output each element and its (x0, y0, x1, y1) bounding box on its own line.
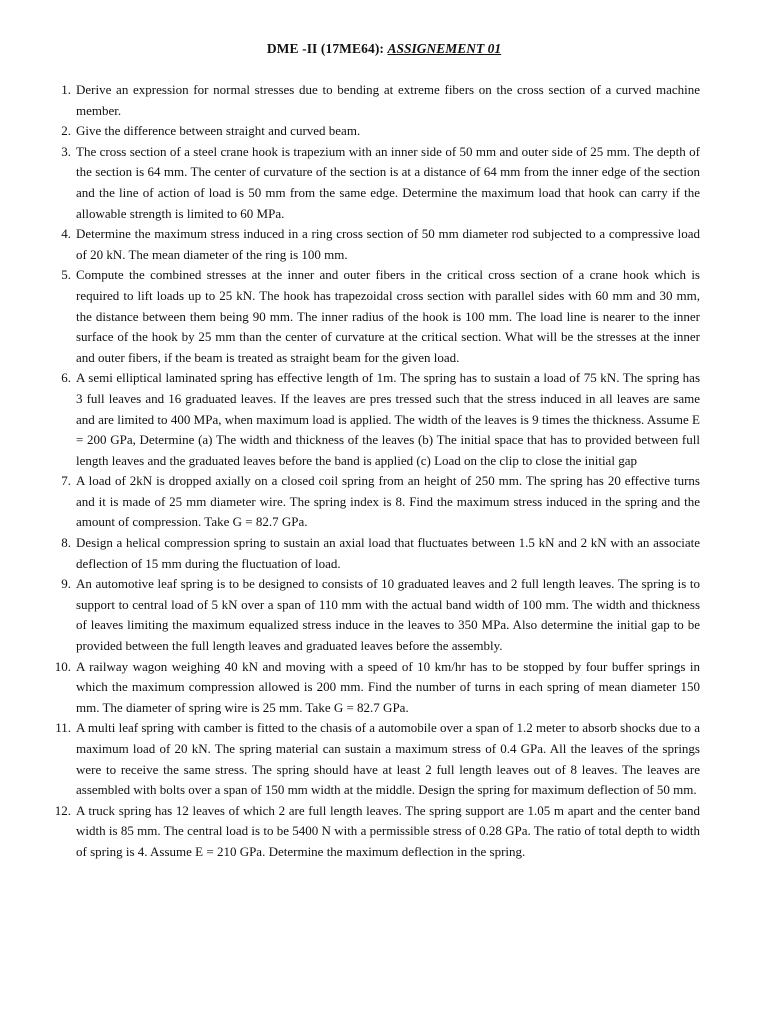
question-text: An automotive leaf spring is to be designed to consists of 10 graduated leaves and 2 full length leaves. The spring is to support to central load of 5 kN over a span of 110 mm with the actual band width of 100 mm. The width and thickness of leaves limiting the maximum equalized stress induce in the leaves to 350 MPa. Also determine the initial gap to be provided between the full length leaves and graduated leaves before the assembly. (76, 576, 700, 654)
question-list (54, 80, 700, 863)
question-text: Compute the combined stresses at the inner and outer fibers in the critical cross section of a crane hook which is required to lift loads up to 25 kN. The hook has trapezoidal cross section with parallel sides with 60 mm and 30 mm, the distance between them being 90 mm. The inner radius of the hook is 100 mm. The load line is nearer to the inner surface of the hook by 25 mm than the center of curvature at the critical section. What will be the stresses at the inner and outer fibers, if the beam is treated as straight beam for the given load. (76, 267, 700, 365)
question-number: 2. (61, 123, 71, 139)
question-number: 3. (61, 143, 71, 159)
question-text: Derive an expression for normal stresses due to bending at extreme fibers on the cross section of a curved machine member. (76, 82, 700, 118)
question-item (61, 368, 700, 471)
question-item (61, 533, 700, 574)
question-item (61, 121, 700, 142)
question-number: 10. (54, 658, 71, 674)
question-number: 6. (61, 370, 71, 386)
title-assignment: ASSIGNEMENT 01 (387, 41, 502, 56)
question-item (54, 801, 700, 863)
question-text: A multi leaf spring with camber is fitted to the chasis of a automobile over a span of 1.2 meter to absorb shocks due to a maximum load of 20 kN. The spring material can sustain a maximum stress of 0.4 GPa. All the leaves of the springs were to receive the same stress. The spring should have at least 2 full length leaves out of 8 leaves. The leaves are assembled with bolts over a span of 150 mm width at the middle. Design the spring for maximum deflection of 50 mm. (76, 720, 700, 798)
question-number: 4. (61, 226, 71, 242)
document-title (0, 40, 768, 58)
question-text: Determine the maximum stress induced in a ring cross section of 50 mm diameter rod subjected to a compressive load of 20 kN. The mean diameter of the ring is 100 mm. (76, 226, 700, 262)
question-item (54, 657, 700, 719)
title-course-code: DME -II (17ME64): (266, 41, 388, 56)
question-number: 1. (61, 82, 71, 97)
question-item (61, 142, 700, 224)
question-item (61, 224, 700, 265)
question-number: 5. (61, 267, 71, 283)
question-text: A semi elliptical laminated spring has effective length of 1m. The spring has to sustain a load of 75 kN. The spring has 3 full leaves and 16 graduated leaves. If the leaves are pres tressed such that the stress induced in all leaves are same and are limited to 400 MPa, when maximum load is applied. The width of the leaves is 9 times the thickness. Assume E = 200 GPa, Determine (a) The width and thickness of the leaves (b) The initial space that has to provided between full length leaves and the graduated leaves before the band is applied (c) Load on the clip to close the initial gap (76, 370, 700, 468)
question-number: 12. (54, 802, 71, 818)
question-item (61, 574, 700, 656)
question-text: A railway wagon weighing 40 kN and moving with a speed of 10 km/hr has to be stopped by four buffer springs in which the maximum compression allowed is 200 mm. Find the number of turns in each spring of mean diameter 150 mm. The diameter of spring wire is 25 mm. Take G = 82.7 GPa. (76, 658, 700, 715)
question-text: Design a helical compression spring to sustain an axial load that fluctuates between 1.5 kN and 2 kN with an associate deflection of 15 mm during the fluctuation of load. (76, 535, 700, 571)
question-text: The cross section of a steel crane hook is trapezium with an inner side of 50 mm and outer side of 25 mm. The depth of the section is 64 mm. The center of curvature of the section is at a distance of 64 mm from the inner edge of the section and the line of action of load is 50 mm from the same edge. Determine the maximum load that hook can carry if the allowable strength is limited to 60 MPa. (76, 143, 700, 221)
question-number: 11. (55, 720, 71, 736)
question-text: Give the difference between straight and curved beam. (76, 123, 361, 139)
question-text: A load of 2kN is dropped axially on a closed coil spring from an height of 250 mm. The spring has 20 effective turns and it is made of 25 mm diameter wire. The spring index is 8. Find the maximum stress induced in the spring and the amount of compression. Take G = 82.7 GPa. (76, 473, 700, 530)
question-item (61, 80, 700, 121)
question-item (55, 718, 700, 800)
question-item (61, 471, 700, 533)
question-number: 9. (61, 576, 71, 592)
question-number: 7. (61, 473, 71, 489)
question-text: A truck spring has 12 leaves of which 2 are full length leaves. The spring support are 1.05 m apart and the center band width is 85 mm. The central load is to be 5400 N with a permissible stress of 0.28 GPa. The ratio of total depth to width of spring is 4. Assume E = 210 GPa. Determine the maximum deflection in the spring. (76, 802, 700, 859)
question-item (61, 265, 700, 368)
question-number: 8. (61, 535, 71, 551)
